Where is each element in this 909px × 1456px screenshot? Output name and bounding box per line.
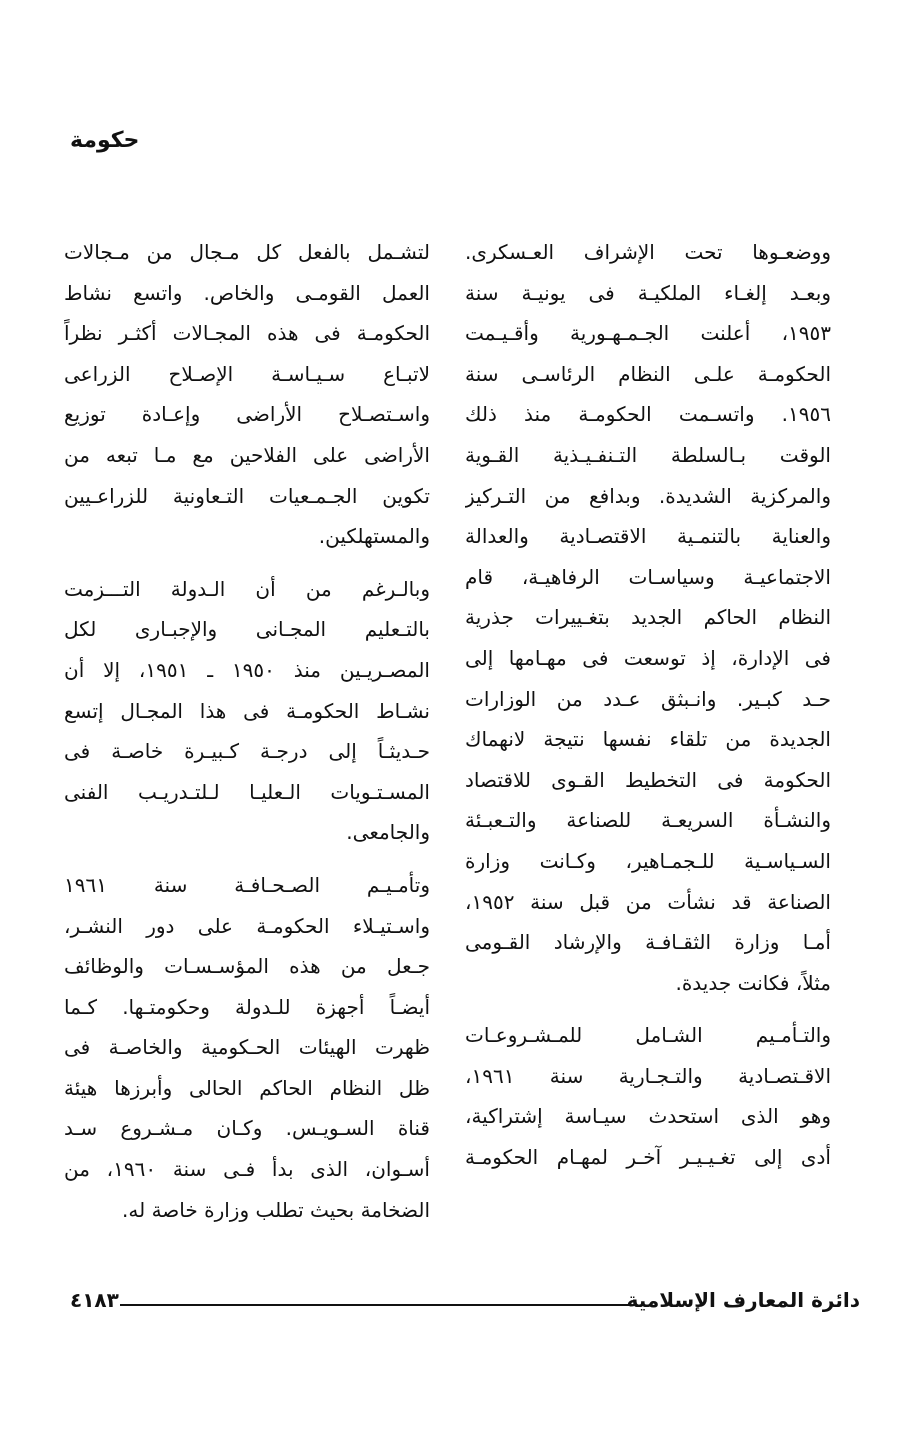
text-line: وبالـرغم من أن الـدولة التـــزمت (64, 576, 430, 601)
text-line: نشـاط الحكومـة فى هذا المجـال إتسع (64, 698, 430, 723)
text-line: أيضـاً أجهزة للـدولة وحكومتـها. كـما (64, 994, 430, 1019)
text-line: واسـتصـلاح الأراضى وإعـادة توزيع (64, 402, 430, 427)
right-column (465, 232, 831, 1190)
text-line: الأراضى على الفلاحين مع مـا تبعه من (64, 442, 430, 467)
running-title: حكومة (70, 128, 140, 153)
text-line: بالتـعليم المجـانى والإجبـارى لكل (64, 617, 430, 642)
text-line: ١٩٥٦. واتسـمت الحكومـة منذ ذلك (465, 402, 831, 427)
text-line: ووضعـوها تحت الإشراف العـسكرى. (465, 240, 831, 264)
text-line: وبعـد إلغـاء الملكيـة فى يونيـة سنة (465, 280, 831, 305)
text-line: لاتبـاع سـيـاسـة الإصـلاح الزراعى (64, 361, 430, 386)
text-line: العمل القومـى والخاص. واتسع نشاط (64, 280, 430, 305)
text-line: ظل النظام الحاكم الحالى وأبرزها هيئة (64, 1075, 430, 1100)
text-line: الصناعة قد نشأت من قبل سنة ١٩٥٢، (465, 889, 831, 914)
text-line: قناة السـويـس. وكـان مـشـروع سـد (64, 1116, 430, 1141)
page-footer (70, 1288, 860, 1320)
text-line: جـعل من هذه المؤسـسـات والوظائف (64, 954, 430, 979)
text-line: الاجتماعيـة وسياسـات الرفاهيـة، قام (465, 564, 831, 589)
footer-rule (120, 1304, 630, 1306)
text-line: أسـوان، الذى بدأ فـى سنة ١٩٦٠، من (64, 1157, 430, 1182)
text-line: والعناية بالتنمـية الاقتصـادية والعدالة (465, 524, 831, 549)
text-line: أمـا وزارة الثقـافـة والإرشاد القـومى (465, 930, 831, 955)
text-line: حـد كبـير. وانـبثق عـدد من الوزارات (465, 686, 831, 711)
paragraph (64, 569, 430, 853)
paragraph (465, 232, 831, 1003)
left-column (64, 232, 430, 1242)
text-line: المسـتـويات الـعليـا لـلتـدريـب الفنى (64, 779, 430, 804)
text-line: حـديثـاً إلى درجـة كـبيـرة خاصـة فى (64, 739, 430, 764)
paragraph (465, 1015, 831, 1177)
text-line: ظهرت الهيئات الحـكومية والخاصـة فى (64, 1035, 430, 1060)
text-line: لتشـمل بالفعل كل مـجال من مـجالات (64, 240, 430, 264)
text-line: الحكومـة فى هذه المجـالات أكثـر نظراً (64, 321, 430, 346)
text-line: الجديدة من تلقاء نفسها نتيجة لانهماك (465, 727, 831, 752)
text-line: السـياسـية للـجمـاهير، وكـانت وزارة (465, 848, 831, 873)
text-line: والمركزية الشديدة. وبدافع من التـركيز (465, 483, 831, 508)
text-line: الوقت بـالسلطة التـنفـيـذية القـوية (465, 442, 831, 467)
text-line: المصـريـين منذ ١٩٥٠ ـ ١٩٥١، إلا أن (64, 657, 430, 682)
text-line: والتـأمـيم الشـامل للمـشـروعـات (465, 1023, 831, 1048)
text-line: ١٩٥٣، أعلنت الجـمـهـورية وأقـيـمت (465, 321, 831, 346)
text-line: والمستهلكين. (318, 524, 430, 549)
text-line: النظام الحاكم الجديد بتغـييرات جذرية (465, 605, 831, 630)
text-line: فى الإدارة، إذ توسعت فى مهـامها إلى (465, 645, 831, 670)
text-line: وتأمـيـم الصـحـافـة سنة ١٩٦١ (64, 872, 430, 897)
text-line: أدى إلى تغـيـيـر آخـر لمهـام الحكومـة (465, 1145, 831, 1170)
text-line: والجامعى. (346, 820, 430, 845)
text-line: الضخامة بحيث تطلب وزارة خاصة له. (122, 1197, 430, 1222)
paragraph (64, 232, 430, 557)
page-number: ٤١٨٣ (70, 1288, 119, 1312)
text-line: واسـتيـلاء الحكومـة على دور النشـر، (64, 913, 430, 938)
text-line: تكوين الجـمـعيات التـعاونية للزراعـيين (64, 483, 430, 508)
publication-title: دائرة المعارف الإسلامية (626, 1288, 860, 1312)
text-line: وهو الذى استحدث سيـاسة إشتراكية، (465, 1104, 831, 1129)
text-line: الحكومة فى التخطيط القـوى للاقتصاد (465, 767, 831, 792)
text-line: والنشـأة السريعـة للصناعة والتـعبـئة (465, 808, 831, 833)
text-line: مثلاً، فكانت جديدة. (675, 970, 831, 995)
text-line: الحكومـة علـى النظام الرئاسـى سنة (465, 361, 831, 386)
paragraph (64, 865, 430, 1230)
text-line: الاقـتصـادية والتـجـارية سنة ١٩٦١، (465, 1063, 831, 1088)
